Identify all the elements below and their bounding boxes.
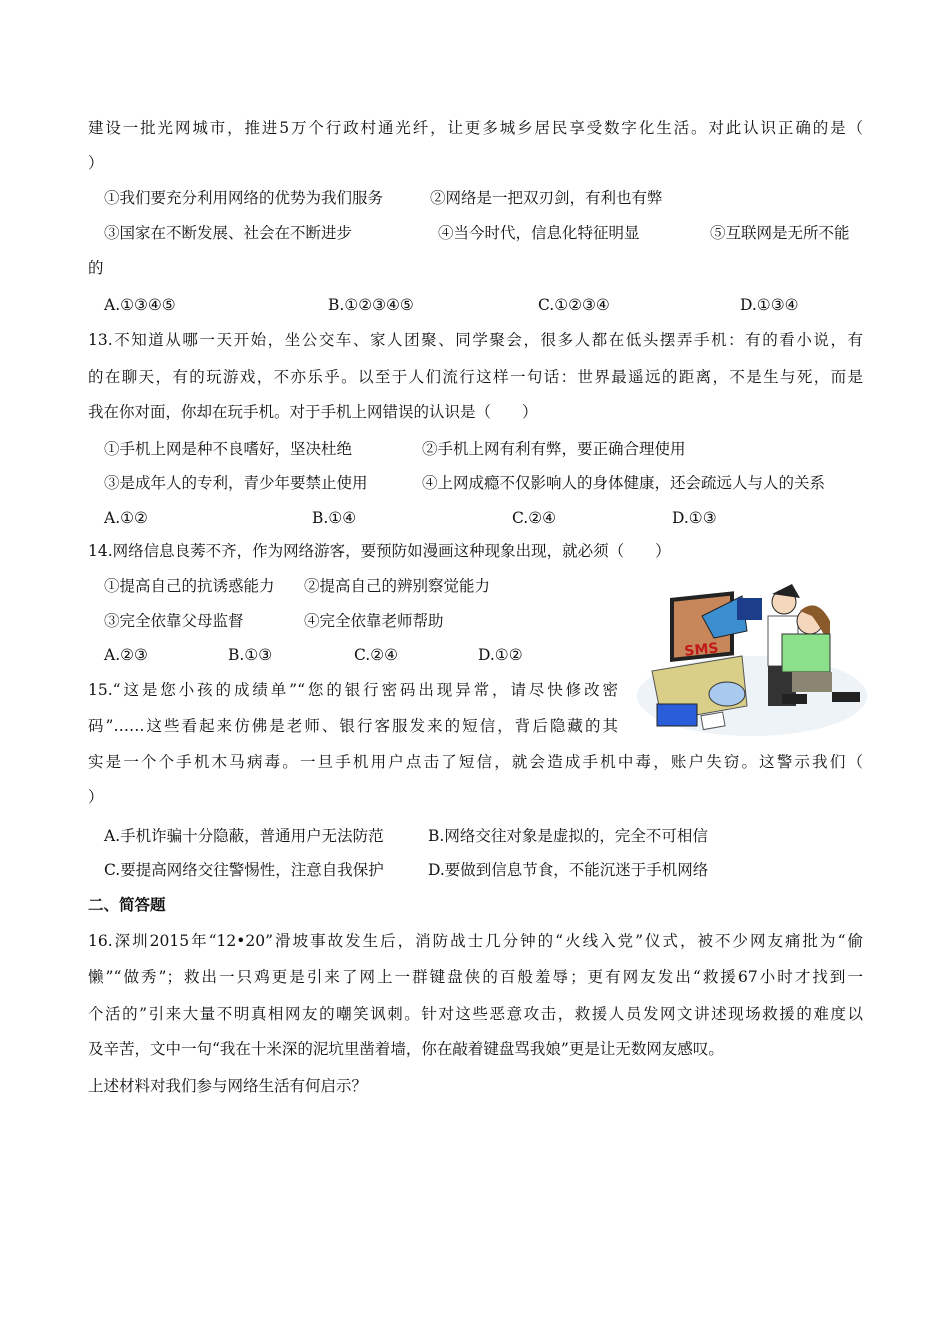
q15-option-d: D.要做到信息节食，不能沉迷于手机网络	[428, 861, 709, 879]
q13-item-2: ②手机上网有利有弊，要正确合理使用	[422, 440, 686, 458]
q14-stem: 14.网络信息良莠不齐，作为网络游客，要预防如漫画这种现象出现，就必须（ ）	[88, 542, 671, 560]
q14-item-2: ②提高自己的辨别察觉能力	[304, 577, 491, 595]
q12-item-2: ②网络是一把双刃剑，有利也有弊	[430, 189, 663, 207]
q12-item-3: ③国家在不断发展、社会在不断进步	[104, 224, 353, 242]
q14-option-b: B.①③	[228, 646, 273, 664]
q12-item-wrap: 的	[88, 259, 104, 277]
q15-stem-line-3: 实是一个个手机木马病毒。一旦手机用户点击了短信，就会造成手机中毒，账户失窃。这警示我们（	[88, 753, 863, 771]
q12-stem-line-1: 建设一批光网城市，推进5万个行政村通光纤，让更多城乡居民享受数字化生活。对此认识正确的是（	[88, 119, 863, 137]
q12-item-5: ⑤互联网是无所不能	[710, 224, 850, 242]
q15-option-a: A.手机诈骗十分隐蔽，普通用户无法防范	[104, 827, 384, 845]
q13-stem-line-1: 13.不知道从哪一天开始，坐公交车、家人团聚、同学聚会，很多人都在低头摆弄手机：有的看小说，有	[88, 331, 863, 349]
q15-stem-line-2: 码”……这些看起来仿佛是老师、银行客服发来的短信，背后隐藏的其	[88, 717, 618, 735]
q13-item-4: ④上网成瘾不仅影响人的身体健康，还会疏远人与人的关系	[422, 474, 826, 492]
q13-stem-line-3: 我在你对面，你却在玩手机。对于手机上网错误的认识是（ ）	[88, 403, 538, 421]
q16-stem-line-4: 及辛苦，文中一句“我在十米深的泥坑里凿着墙，你在敲着键盘骂我娘”更是让无数网友感叹。	[88, 1040, 724, 1058]
q12-option-a: A.①③④⑤	[104, 296, 176, 314]
q15-stem-line-4: ）	[88, 788, 104, 806]
q15-option-b: B.网络交往对象是虚拟的，完全不可相信	[428, 827, 708, 845]
q12-item-4: ④当今时代，信息化特征明显	[438, 224, 640, 242]
sms-screen-text: SMS	[683, 640, 720, 660]
q14-item-3: ③完全依靠父母监督	[104, 612, 244, 630]
section-heading: 二、简答题	[88, 896, 166, 914]
q13-item-1: ①手机上网是种不良嗜好，坚决杜绝	[104, 440, 353, 458]
q13-stem-line-2: 的在聊天，有的玩游戏，不亦乐乎。以至于人们流行这样一句话：世界最遥远的距离，不是生与死，而是	[88, 368, 863, 386]
q12-stem-line-2: ）	[88, 154, 104, 172]
cartoon-illustration	[632, 576, 872, 742]
q16-question: 上述材料对我们参与网络生活有何启示？	[88, 1077, 368, 1095]
q14-item-4: ④完全依靠老师帮助	[304, 612, 444, 630]
q14-option-c: C.②④	[354, 646, 399, 664]
q13-option-b: B.①④	[312, 509, 357, 527]
q13-option-a: A.①②	[104, 509, 148, 527]
q14-option-d: D.①②	[478, 646, 523, 664]
q12-option-c: C.①②③④	[538, 296, 610, 314]
q12-option-b: B.①②③④⑤	[328, 296, 414, 314]
q14-item-1: ①提高自己的抗诱惑能力	[104, 577, 275, 595]
q13-option-d: D.①③	[672, 509, 717, 527]
q13-item-3: ③是成年人的专利，青少年要禁止使用	[104, 474, 368, 492]
q12-item-1: ①我们要充分利用网络的优势为我们服务	[104, 189, 384, 207]
q14-option-a: A.②③	[104, 646, 148, 664]
q13-option-c: C.②④	[512, 509, 557, 527]
q15-option-c: C.要提高网络交往警惕性，注意自我保护	[104, 861, 384, 879]
q16-stem-line-3: 个活的”引来大量不明真相网友的嘲笑讽刺。针对这些恶意攻击，救援人员发网文讲述现场救援的难度以	[88, 1005, 863, 1023]
q12-option-d: D.①③④	[740, 296, 799, 314]
q15-stem-line-1: 15.“这是您小孩的成绩单”“您的银行密码出现异常，请尽快修改密	[88, 681, 618, 699]
q16-stem-line-2: 懒”“做秀”；救出一只鸡更是引来了网上一群键盘侠的百般羞辱；更有网友发出“救援67小时才找到一	[88, 968, 863, 986]
q16-stem-line-1: 16.深圳2015年“12•20”滑坡事故发生后，消防战士几分钟的“火线入党”仪式，被不少网友痛批为“偷	[88, 932, 863, 950]
